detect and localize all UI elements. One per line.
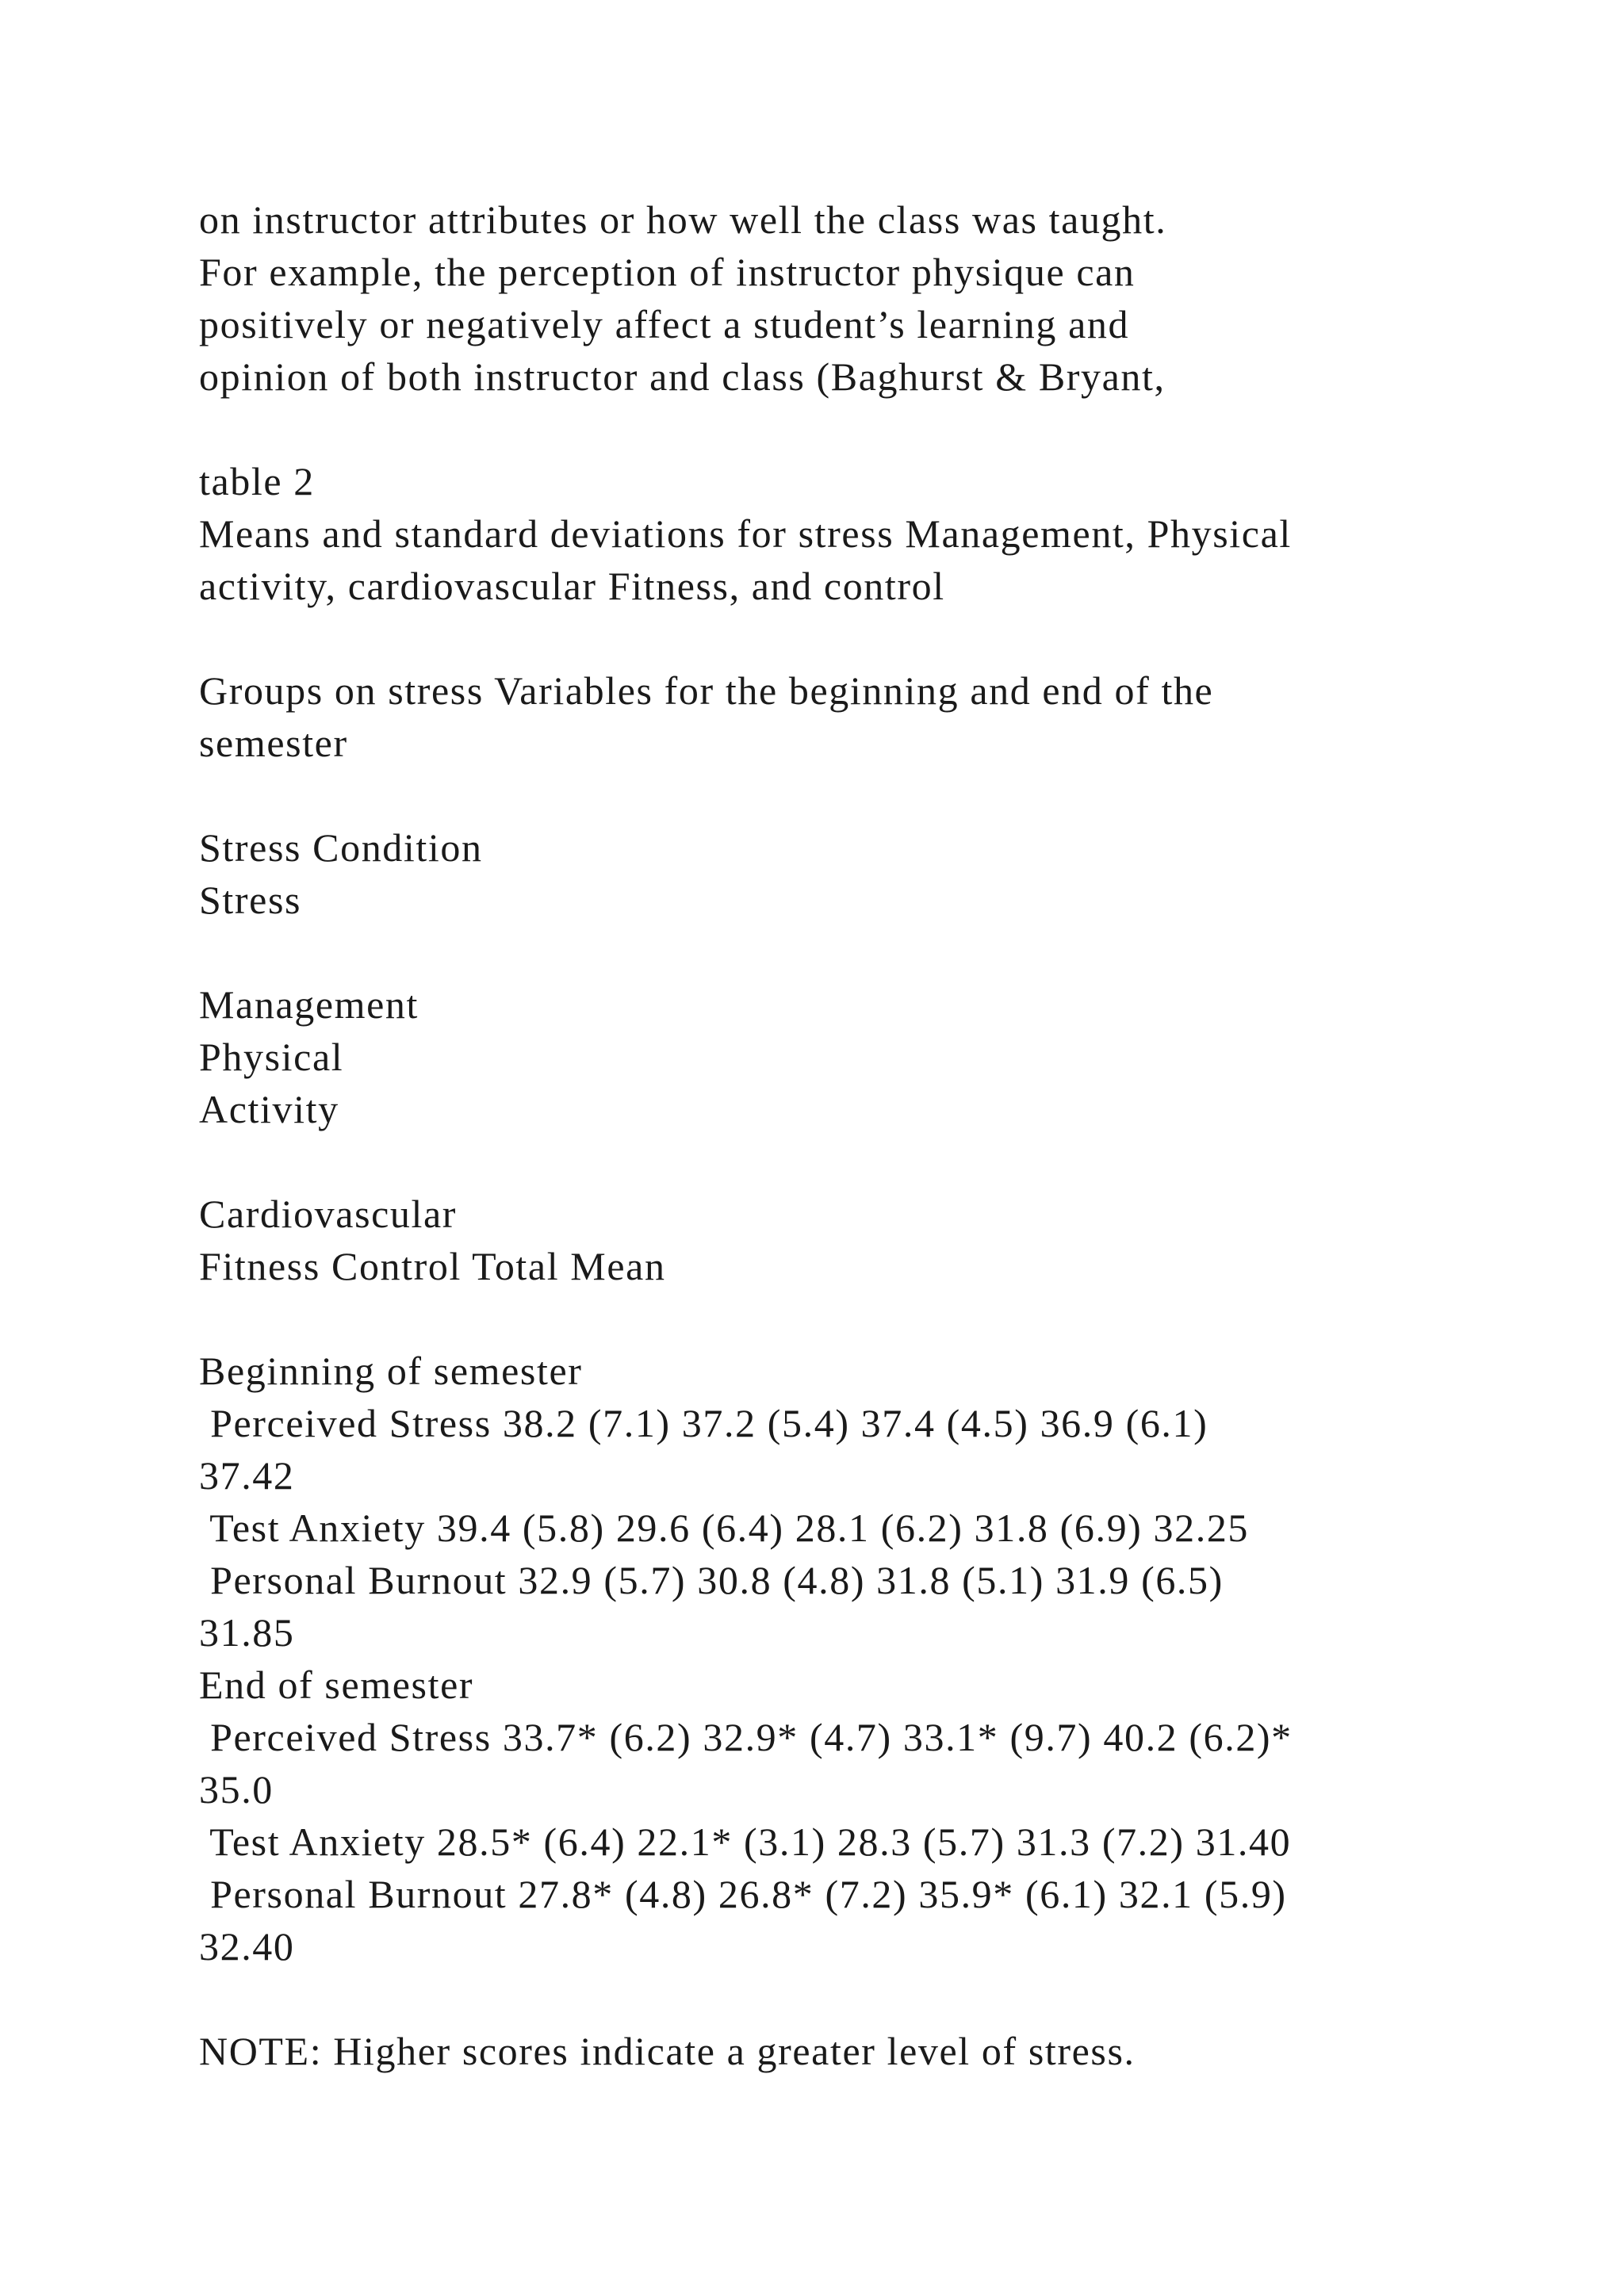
column-header-line: Physical <box>199 1035 344 1079</box>
table-row-line: Personal Burnout 32.9 (5.7) 30.8 (4.8) 31.8 (5.1) 31.9 (6.5) <box>199 1558 1224 1602</box>
blank-line <box>199 403 1547 455</box>
table-caption-line: activity, cardiovascular Fitness, and control <box>199 564 945 608</box>
table-row-line: 31.85 <box>199 1610 295 1655</box>
column-header-line: Stress Condition <box>199 825 483 870</box>
blank-line <box>199 612 1547 664</box>
column-header-line: Fitness Control Total Mean <box>199 1244 666 1288</box>
table-caption-line: Groups on stress Variables for the beginning and end of the <box>199 668 1214 713</box>
table-caption-line: semester <box>199 721 348 765</box>
table-row-line: 32.40 <box>199 1924 295 1969</box>
table-row-line: Test Anxiety 39.4 (5.8) 29.6 (6.4) 28.1 (6.2) 31.8 (6.9) 32.25 <box>199 1506 1250 1550</box>
column-header-line: Activity <box>199 1087 339 1131</box>
table-row-line: Test Anxiety 28.5* (6.4) 22.1* (3.1) 28.3 (5.7) 31.3 (7.2) 31.40 <box>199 1820 1292 1864</box>
table-row-line: Personal Burnout 27.8* (4.8) 26.8* (7.2) 35.9* (6.1) 32.1 (5.9) <box>199 1872 1287 1916</box>
section-label: End of semester <box>199 1663 474 1707</box>
body-paragraph-line: positively or negatively affect a student’s learning and <box>199 302 1130 346</box>
column-header-line: Management <box>199 982 419 1027</box>
table-caption-line: Means and standard deviations for stress Management, Physical <box>199 511 1292 556</box>
section-label: Beginning of semester <box>199 1349 583 1393</box>
document-page <box>199 193 1547 2077</box>
blank-line <box>199 1292 1547 1345</box>
table-row-line: Perceived Stress 38.2 (7.1) 37.2 (5.4) 37.4 (4.5) 36.9 (6.1) <box>199 1401 1208 1445</box>
blank-line <box>199 1135 1547 1188</box>
blank-line <box>199 769 1547 821</box>
table-row-line: Perceived Stress 33.7* (6.2) 32.9* (4.7) 33.1* (9.7) 40.2 (6.2)* <box>199 1715 1293 1759</box>
column-header-line: Stress <box>199 878 302 922</box>
blank-line <box>199 1973 1547 2025</box>
table-label: table 2 <box>199 459 315 503</box>
blank-line <box>199 926 1547 978</box>
table-note: NOTE: Higher scores indicate a greater level of stress. <box>199 2029 1136 2073</box>
body-paragraph-line: on instructor attributes or how well the class was taught. <box>199 197 1167 242</box>
table-row-line: 37.42 <box>199 1453 295 1498</box>
body-paragraph-line: opinion of both instructor and class (Baghurst & Bryant, <box>199 354 1166 399</box>
table-row-line: 35.0 <box>199 1767 274 1812</box>
body-paragraph-line: For example, the perception of instructor physique can <box>199 250 1136 294</box>
column-header-line: Cardiovascular <box>199 1192 458 1236</box>
